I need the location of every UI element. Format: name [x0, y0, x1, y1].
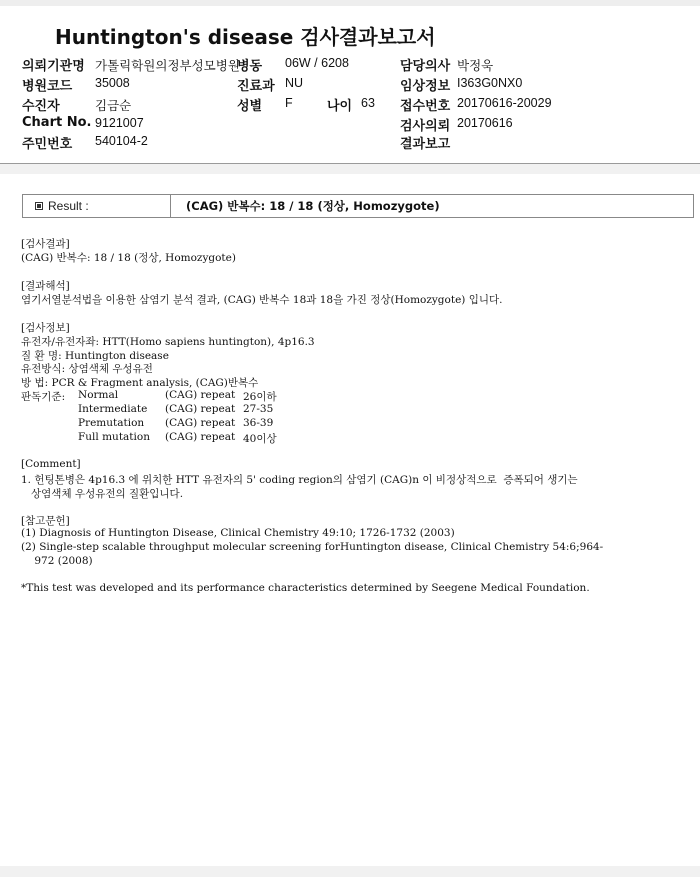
doctor-label: 담당의사	[400, 59, 451, 74]
test-result-heading: [검사결과]	[21, 238, 70, 250]
inheritance-line: 유전방식: 상염색체 우성유전	[21, 363, 153, 375]
interpretation-line: 염기서열분석법을 이용한 삼염기 분석 결과, (CAG) 반복수 18과 18을 가진 정상(Homozygote) 입니다.	[21, 294, 503, 306]
institution-value: 가톨릭학원의정부성모병원	[95, 59, 240, 73]
criteria-repeat: (CAG) repeat	[165, 389, 236, 401]
hospital-code-label: 병원코드	[22, 79, 73, 94]
comment-heading: [Comment]	[21, 458, 81, 470]
result-value: (CAG) 반복수: 18 / 18 (정상, Homozygote)	[186, 199, 440, 213]
criteria-range: 27-35	[243, 403, 274, 415]
bottom-band	[0, 866, 700, 877]
criteria-category: Intermediate	[78, 403, 148, 415]
report-title: Huntington's disease 검사결과보고서	[55, 25, 436, 49]
hospital-code-value: 35008	[95, 76, 130, 90]
criteria-range: 36-39	[243, 417, 274, 429]
department-label: 진료과	[237, 79, 275, 94]
chart-no-value: 9121007	[95, 116, 144, 130]
disease-line: 질 환 명: Huntington disease	[21, 350, 169, 362]
top-band	[0, 0, 700, 6]
chart-no-label: Chart No.	[22, 115, 92, 130]
receipt-no-value: 20170616-20029	[457, 96, 552, 110]
request-value: 20170616	[457, 116, 513, 130]
age-label: 나이	[327, 99, 353, 114]
ward-label: 병동	[237, 59, 263, 74]
criteria-category: Normal	[78, 389, 119, 401]
department-value: NU	[285, 76, 304, 90]
ward-value: 06W / 6208	[285, 56, 349, 70]
info-heading: [검사정보]	[21, 322, 70, 334]
checkbox-square-icon	[35, 202, 43, 210]
report-label: 결과보고	[400, 137, 451, 152]
test-result-line: (CAG) 반복수: 18 / 18 (정상, Homozygote)	[21, 252, 236, 264]
resident-no-value: 540104-2	[95, 134, 148, 148]
criteria-category: Premutation	[78, 417, 145, 429]
result-box	[22, 194, 694, 218]
age-value: 63	[361, 96, 375, 110]
resident-no-label: 주민번호	[22, 137, 73, 152]
patient-label: 수진자	[22, 99, 60, 114]
section-gap	[0, 164, 700, 174]
footnote: *This test was developed and its performance characteristics determined by Seegene Medical Foundation.	[21, 582, 590, 594]
method-line: 방 법: PCR & Fragment analysis, (CAG)반복수	[21, 377, 259, 389]
criteria-repeat: (CAG) repeat	[165, 403, 236, 415]
criteria-category: Full mutation	[78, 431, 150, 443]
reference-2-line-1: (2) Single-step scalable throughput molecular screening forHuntington disease, Clinical Chemistry 54:6;964-	[21, 541, 604, 553]
comment-line-2: 상염색체 우성유전의 질환입니다.	[21, 488, 184, 500]
criteria-range: 26이하	[243, 391, 277, 403]
clinical-info-value: I363G0NX0	[457, 76, 523, 90]
interpretation-heading: [결과해석]	[21, 280, 70, 292]
doctor-value: 박정욱	[457, 59, 494, 73]
sex-label: 성별	[237, 99, 263, 114]
result-label-cell	[23, 195, 171, 217]
criteria-repeat: (CAG) repeat	[165, 417, 236, 429]
criteria-range: 40이상	[243, 433, 277, 445]
references-heading: [참고문헌]	[21, 515, 70, 527]
institution-label: 의뢰기관명	[22, 59, 85, 74]
reference-2-line-2: 972 (2008)	[21, 555, 93, 567]
patient-value: 김금순	[95, 99, 132, 113]
criteria-repeat: (CAG) repeat	[165, 431, 236, 443]
clinical-info-label: 임상정보	[400, 79, 451, 94]
comment-line-1: 1. 헌팅톤병은 4p16.3 에 위치한 HTT 유전자의 5' coding region의 삼염기 (CAG)n 이 비정상적으로 증폭되어 생기는	[21, 474, 578, 486]
receipt-no-label: 접수번호	[400, 99, 451, 114]
result-label: Result :	[48, 199, 89, 213]
criteria-label: 판독기준:	[21, 391, 66, 403]
sex-value: F	[285, 96, 293, 110]
request-label: 검사의뢰	[400, 119, 451, 134]
reference-1: (1) Diagnosis of Huntington Disease, Clinical Chemistry 49:10; 1726-1732 (2003)	[21, 527, 455, 539]
gene-line: 유전자/유전자좌: HTT(Homo sapiens huntington), 4p16.3	[21, 336, 315, 348]
